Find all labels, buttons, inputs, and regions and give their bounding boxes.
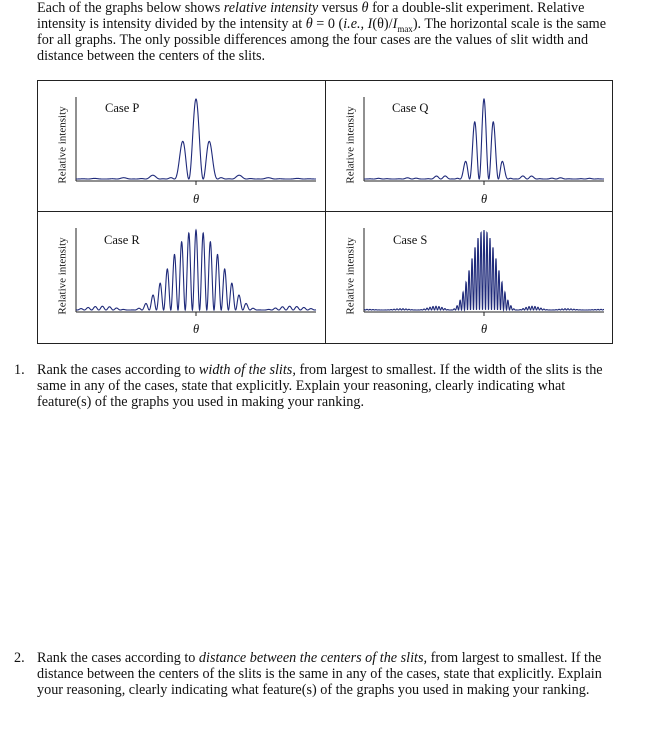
graph-case-q	[326, 81, 613, 212]
panel-case-p	[38, 81, 325, 212]
y-axis-label: Relative intensity	[56, 106, 69, 184]
y-axis-label: Relative intensity	[56, 237, 69, 315]
case-label: Case S	[393, 233, 428, 247]
graph-case-r	[38, 212, 325, 343]
panel-case-r	[38, 212, 325, 343]
question-number: 2.	[14, 650, 25, 666]
question-text: Rank the cases according to width of the slits, from largest to smallest. If the width of the slits is the same in any of the cases, state that explicitly. Explain your reasoning, clearly indicating what feature(s) of the graphs you used in making your ranking.	[37, 362, 603, 410]
x-axis-label: θ	[481, 192, 488, 206]
panel-case-q	[326, 81, 613, 212]
x-axis-label: θ	[481, 322, 488, 336]
x-axis-label: θ	[193, 322, 200, 336]
y-axis-label: Relative intensity	[344, 106, 357, 184]
intro-text: Each of the graphs below shows relative intensity versus θ for a double-slit experiment. Relative intensity is intensity divided by the intensity at θ = 0 (i.e., $I(\theta)/I_{max}$). The horizontal scale is the same for all graphs. The only possible differences among the four cases are the values of slit width and distance between the centers of the slits.	[37, 0, 606, 64]
question-1	[14, 362, 614, 410]
graph-case-p	[38, 81, 325, 212]
question-2	[14, 650, 614, 698]
question-text: Rank the cases according to distance between the centers of the slits, from largest to smallest. If the distance between the centers of the slits is the same in any of the cases, state that explicitly. Explain your reasoning, clearly indicating what feature(s) of the graphs you used in making your ranking.	[37, 650, 602, 698]
case-label: Case P	[105, 101, 140, 115]
intro-paragraph	[37, 0, 617, 64]
y-axis-label: Relative intensity	[344, 237, 357, 315]
case-label: Case R	[104, 233, 140, 247]
graph-case-s	[326, 212, 613, 343]
case-label: Case Q	[392, 101, 429, 115]
panel-case-s	[326, 212, 613, 343]
graphs-grid	[37, 80, 613, 344]
x-axis-label: θ	[193, 192, 200, 206]
question-number: 1.	[14, 362, 25, 378]
